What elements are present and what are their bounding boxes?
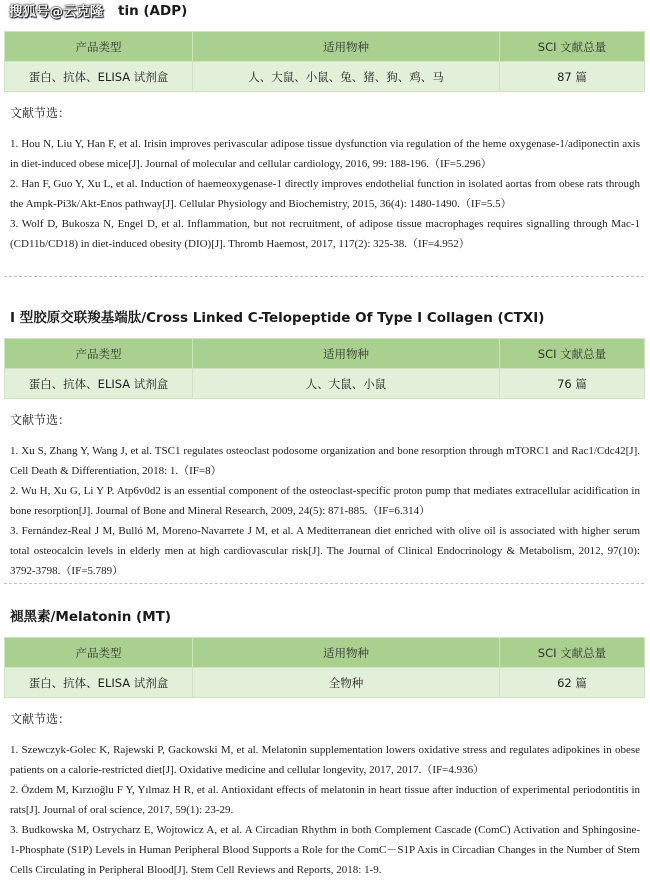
header-product-type: 产品类型 (5, 339, 193, 369)
header-product-type: 产品类型 (5, 638, 193, 668)
section-title: I 型胶原交联羧基端肽/Cross Linked C-Telopeptide Of Type I Collagen (CTXI) (10, 310, 545, 326)
references-list (10, 134, 640, 254)
section-divider (4, 583, 644, 584)
section-divider (4, 276, 644, 277)
section-title: tin (ADP) (118, 3, 188, 19)
reference-item: 3. Budkowska M, Ostrycharz E, Wojtowicz A, et al. A Circadian Rhythm in both Complement Cascade (ComC) Activation and Sphingosine-1-Phosphate (S1P) Levels in Human Peripheral Blood Supports a Role for the ComC－S1P Axis in Circadian Changes in the Number of Stem Cells Circulating in Peripheral Blood[J]. Stem Cell Reviews and Reports, 2018: 1-9. (10, 824, 640, 876)
reference-item: 1. Hou N, Liu Y, Han F, et al. Irisin improves perivascular adipose tissue dysfunction via regulation of the heme oxygenase-1/adiponectin axis in diet-induced obese mice[J]. Journal of molecular and cellular cardiology, 2016, 99: 188-196.（IF=5.296） (10, 138, 640, 170)
product-table (4, 637, 645, 698)
cell-sci-count: 87 篇 (500, 62, 645, 92)
table-header-row (5, 32, 645, 62)
reference-item: 1. Xu S, Zhang Y, Wang J, et al. TSC1 regulates osteoclast podosome organization and bone resorption through mTORC1 and Rac1/Cdc42[J]. Cell Death & Differentiation, 2018: 1.（IF=8） (10, 445, 640, 477)
table-row (5, 668, 645, 698)
product-table (4, 31, 645, 92)
cell-sci-count: 76 篇 (500, 369, 645, 399)
section-title: 褪黑素/Melatonin (MT) (10, 609, 172, 625)
header-sci-count: SCI 文献总量 (500, 638, 645, 668)
references-list (10, 740, 640, 880)
reference-item: 3. Wolf D, Bukosza N, Engel D, et al. Inflammation, but not recruitment, of adipose tissue macrophages requires signalling through Mac-1 (CD11b/CD18) in diet-induced obesity (DIO)[J]. Thromb Haemost, 2017, 117(2): 325-38.（IF=4.952） (10, 218, 640, 250)
header-species: 适用物种 (193, 339, 500, 369)
references-label: 文献节选： (10, 712, 71, 726)
cell-sci-count: 62 篇 (500, 668, 645, 698)
references-label: 文献节选： (10, 106, 71, 120)
table-row (5, 62, 645, 92)
reference-item: 2. Han F, Guo Y, Xu L, et al. Induction of haemeoxygenase-1 directly improves endothelial function in isolated aortas from obese rats through the Ampk-Pi3k/Akt-Enos pathway[J]. Cellular Physiology and Biochemistry, 2015, 36(4): 1480-1490.（IF=5.5） (10, 178, 640, 210)
reference-item: 3. Fernández-Real J M, Bulló M, Moreno-Navarrete J M, et al. A Mediterranean diet enriched with olive oil is associated with higher serum total osteocalcin levels in elderly men at high cardiovascular risk[J]. The Journal of Clinical Endocrinology & Metabolism, 2012, 97(10): 3792-3798.（IF=5.789） (10, 525, 640, 577)
product-table (4, 338, 645, 399)
cell-product-type: 蛋白、抗体、ELISA 试剂盒 (5, 668, 193, 698)
cell-product-type: 蛋白、抗体、ELISA 试剂盒 (5, 62, 193, 92)
reference-item: 2. Özdem M, Kırzıoğlu F Y, Yılmaz H R, et al. Antioxidant effects of melatonin in heart tissue after induction of experimental periodontitis in rats[J]. Journal of oral science, 2017, 59(1): 23-29. (10, 784, 640, 816)
references-label: 文献节选： (10, 413, 71, 427)
header-product-type: 产品类型 (5, 32, 193, 62)
header-species: 适用物种 (193, 638, 500, 668)
reference-item: 2. Wu H, Xu G, Li Y P. Atp6v0d2 is an essential component of the osteoclast‐specific proton pump that mediates extracellular acidification in bone resorption[J]. Journal of Bone and Mineral Research, 2009, 24(5): 871-885.（IF=6.314） (10, 485, 640, 517)
table-header-row (5, 638, 645, 668)
cell-species: 人、大鼠、小鼠 (193, 369, 500, 399)
header-sci-count: SCI 文献总量 (500, 339, 645, 369)
reference-item: 1. Szewczyk-Golec K, Rajewski P, Gackowski M, et al. Melatonin supplementation lowers oxidative stress and regulates adipokines in obese patients on a calorie-restricted diet[J]. Oxidative medicine and cellular longevity, 2017, 2017.（IF=4.936） (10, 744, 640, 776)
header-sci-count: SCI 文献总量 (500, 32, 645, 62)
table-row (5, 369, 645, 399)
header-species: 适用物种 (193, 32, 500, 62)
cell-species: 全物种 (193, 668, 500, 698)
table-header-row (5, 339, 645, 369)
cell-product-type: 蛋白、抗体、ELISA 试剂盒 (5, 369, 193, 399)
references-list (10, 441, 640, 581)
sohu-watermark: 搜狐号@云克隆 (9, 4, 104, 20)
cell-species: 人、大鼠、小鼠、兔、猪、狗、鸡、马 (193, 62, 500, 92)
